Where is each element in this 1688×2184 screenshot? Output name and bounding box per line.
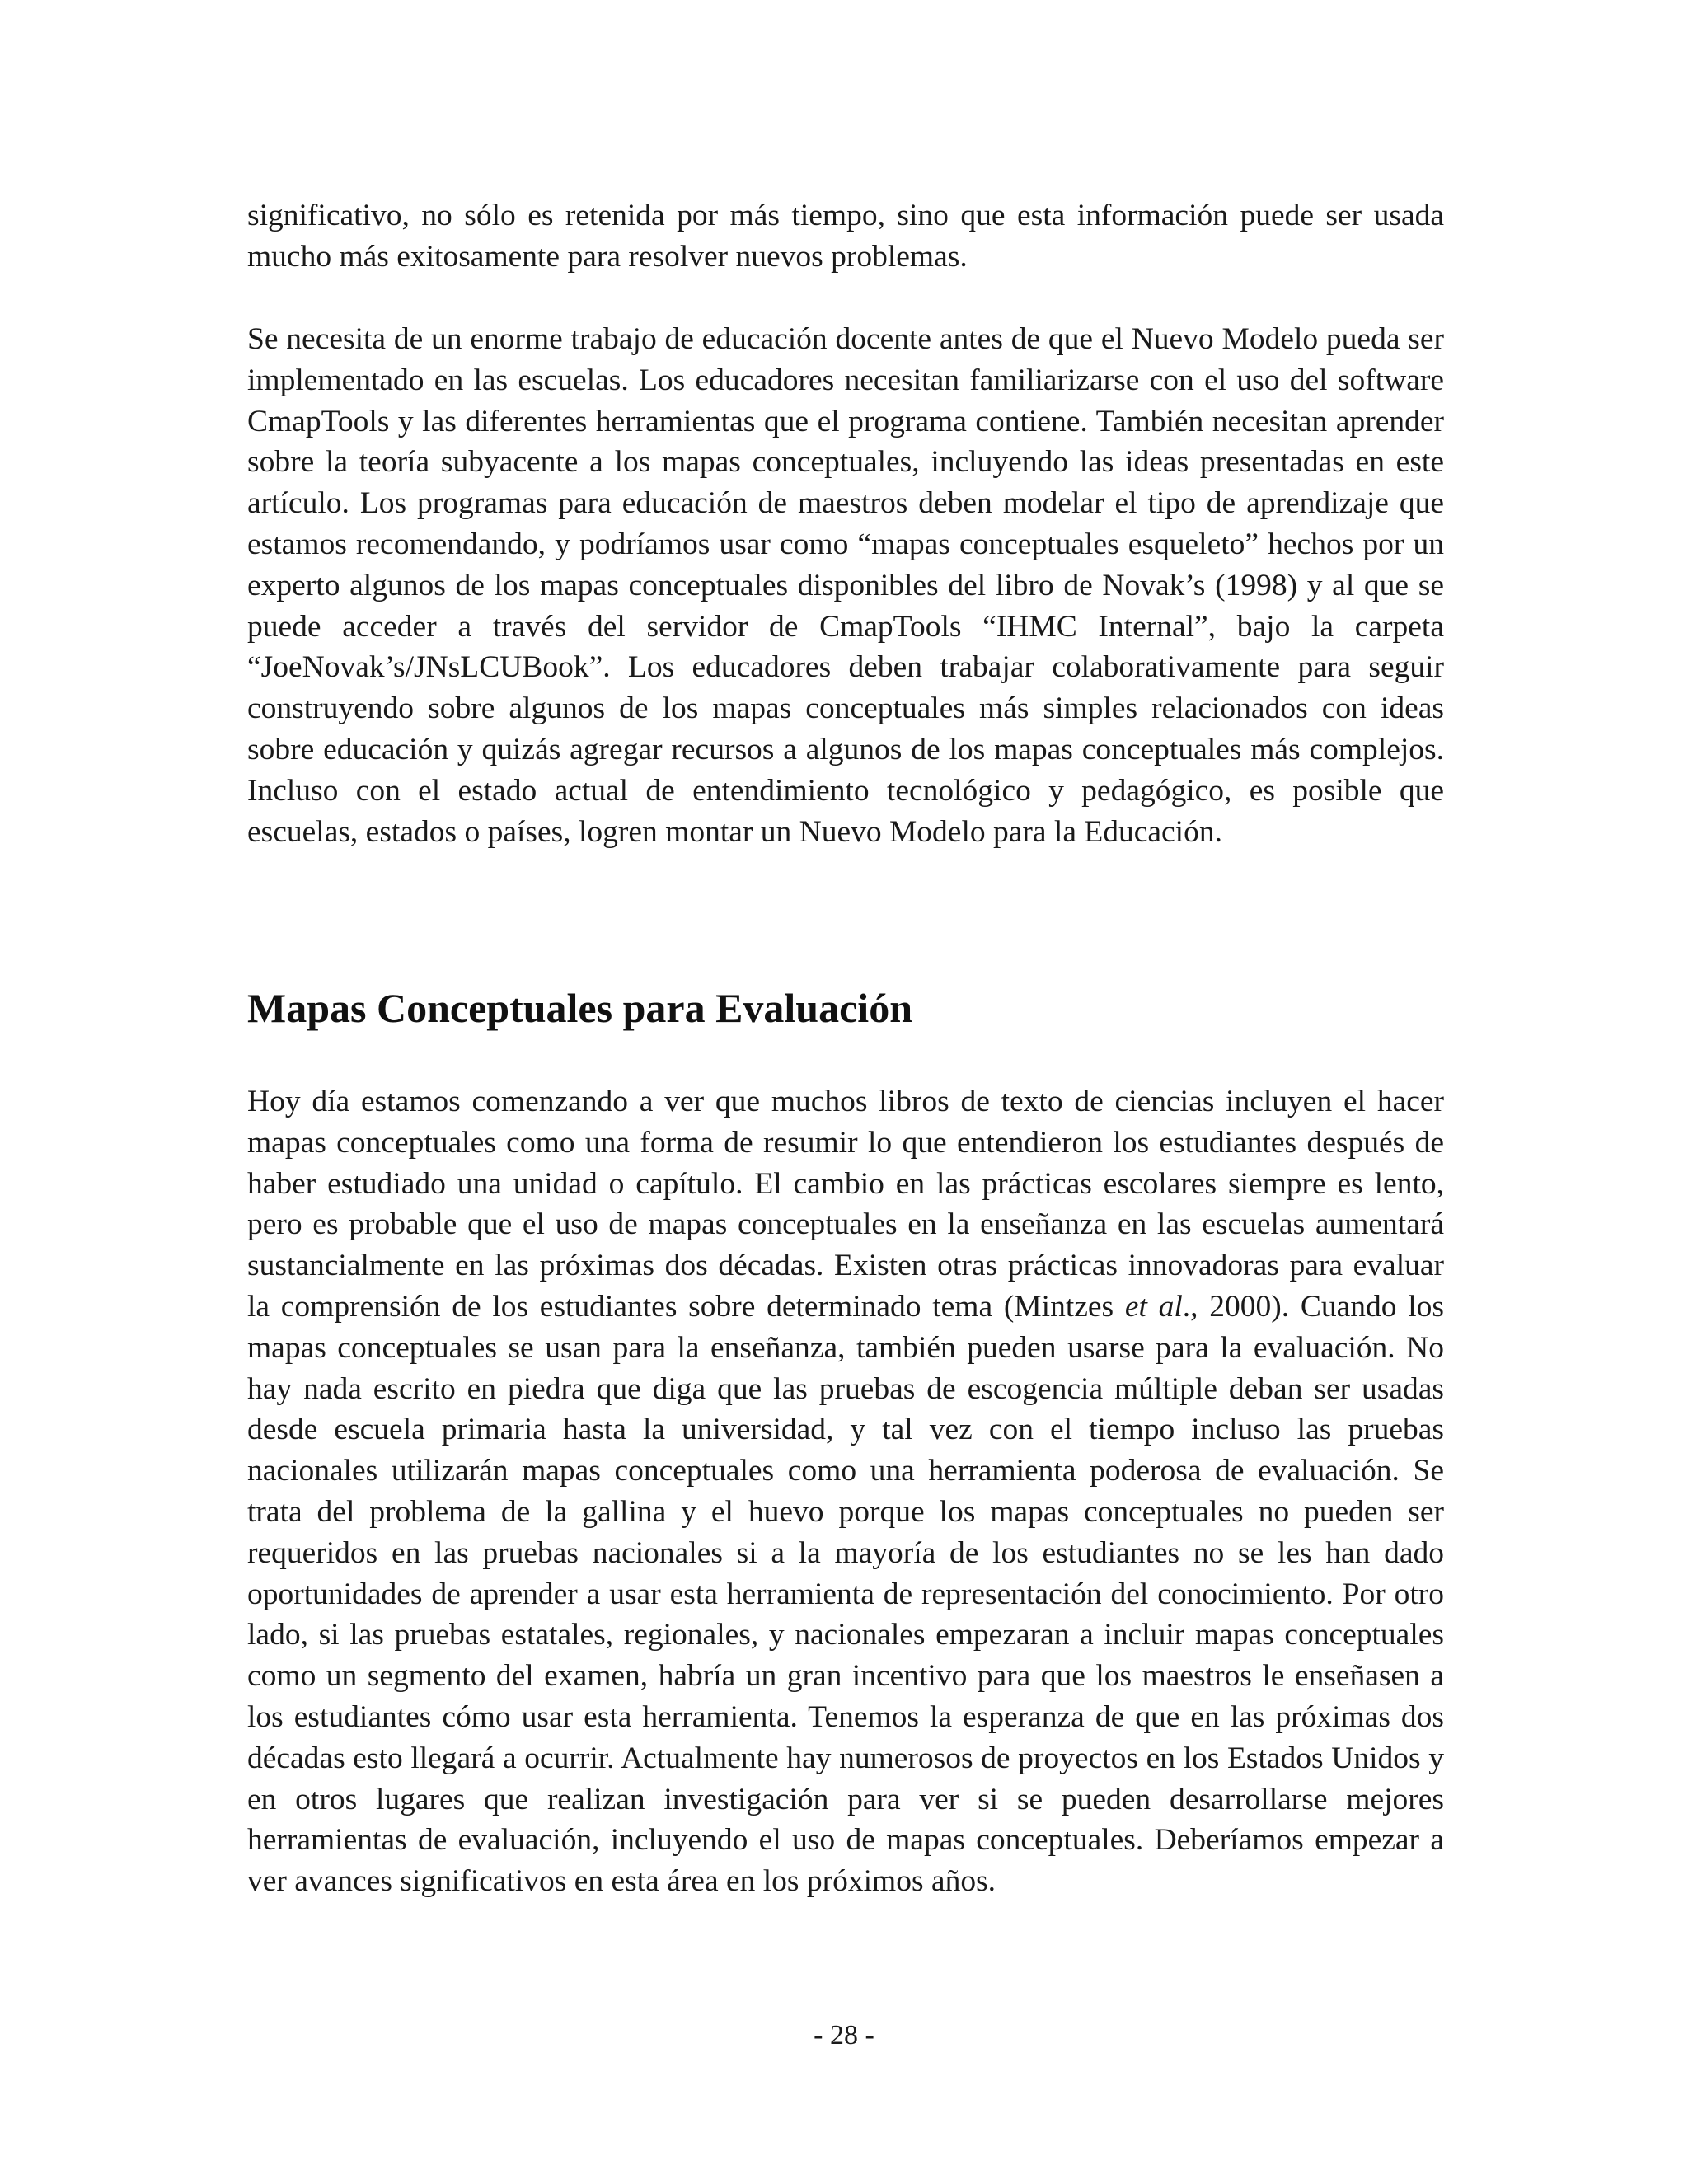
page-number: - 28 - [814,2020,874,2050]
paragraph-assessment-part-1: Hoy día estamos comenzando a ver que muchos libros de texto de ciencias incluyen el hacer mapas conceptuales como una forma de resumir lo que entendieron los estudiantes después de haber estudiado una unidad o capítulo. El cambio en las prácticas escolares siempre es lento, pero es probable que el uso de mapas conceptuales en la enseñanza en las escuelas aumentará sustancialmente en las próximas dos décadas. Existen otras prácticas innovadoras para evaluar la comprensión de los estudiantes sobre determinado tema (Mintzes [247,1085,1444,1324]
paragraph-assessment-part-2: ., 2000). Cuando los mapas conceptuales se usan para la enseñanza, también pueden usarse para la evaluación. No hay nada escrito en piedra que diga que las pruebas de escogencia múltiple deban ser usadas desde escuela primaria hasta la universidad, y tal vez con el tiempo incluso las pruebas nacionales utilizarán mapas conceptuales como una herramienta poderosa de evaluación. Se trata del problema de la gallina y el huevo porque los mapas conceptuales no pueden ser requeridos en las pruebas nacionales si a la mayoría de los estudiantes no se les han dado oportunidades de aprender a usar esta herramienta de representación del conocimiento. Por otro lado, si las pruebas estatales, regionales, y nacionales empezaran a incluir mapas conceptuales como un segmento del examen, habría un gran incentivo para que los maestros le enseñasen a los estudiantes cómo usar esta herramienta. Tenemos la esperanza de que en las próximas dos décadas esto llegará a ocurrir. Actualmente hay numerosos de proyectos en los Estados Unidos y en otros lugares que realizan investigación para ver si se pueden desarrollarse mejores herramientas de evaluación, incluyendo el uso de mapas conceptuales. Deberíamos empezar a ver avances significativos en esta área en los próximos años. [247,1289,1444,1899]
paragraph-teacher-education: Se necesita de un enorme trabajo de educación docente antes de que el Nuevo Modelo pueda ser implementado en las escuelas. Los educadores necesitan familiarizarse con el uso del software CmapTools y las diferentes herramientas que el programa contiene. También necesitan aprender sobre la teoría subyacente a los mapas conceptuales, incluyendo las ideas presentadas en este artículo. Los programas para educación de maestros deben modelar el tipo de aprendizaje que estamos recomendando, y podríamos usar como “mapas conceptuales esqueleto” hechos por un experto algunos de los mapas conceptuales disponibles del libro de Novak’s (1998) y al que se puede acceder a través del servidor de CmapTools “IHMC Internal”, bajo la carpeta “JoeNovak’s/JNsLCUBook”. Los educadores deben trabajar colaborativamente para seguir construyendo sobre algunos de los mapas conceptuales más simples relacionados con ideas sobre educación y quizás agregar recursos a algunos de los mapas conceptuales más complejos. Incluso con el estado actual de entendimiento tecnológico y pedagógico, es posible que escuelas, estados o países, logren montar un Nuevo Modelo para la Educación. [247,322,1444,849]
section-heading: Mapas Conceptuales para Evaluación [247,985,913,1031]
paragraph-continuation: significativo, no sólo es retenida por más tiempo, sino que esta información puede ser usada mucho más exitosamente para resolver nuevos problemas. [247,199,1444,274]
paragraph-assessment [247,1081,1444,1902]
italic-citation-et-al: et al [1124,1289,1183,1324]
